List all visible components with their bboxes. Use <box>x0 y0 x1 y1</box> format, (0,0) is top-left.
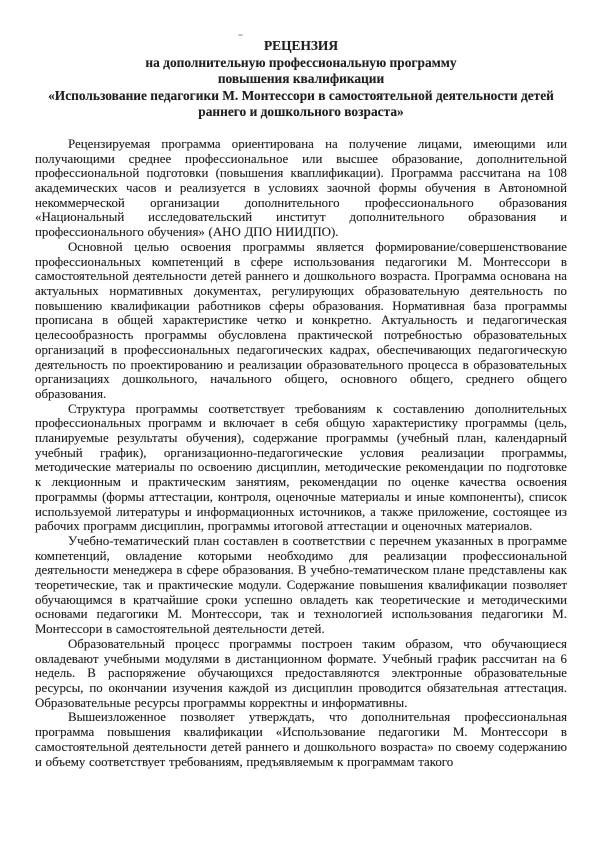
paragraph-program-goal: Основной целью освоения программы является формирование/совершенствование профессиональных компетенций в сфере использования педагогики М. Монтессори в самостоятельной деятельности детей раннего и дошкольного возраста. Программа основана на актуальных нормативных документах, регулирующих образовательную деятельность по повышению квалификации работников сферы образования. Нормативная база программы прописана в общей характеристике четко и конкретно. Актуальность и педагогическая целесообразность программы обусловлена практической потребностью образовательных организаций в профессиональных педагогических кадрах, обеспечивающих педагогическую деятельность по проектированию и реализации образовательного процесса в образовательных организациях дошкольного, начального общего, основного общего, среднего общего образования. <box>35 239 567 401</box>
scan-artifact <box>238 34 243 36</box>
paragraph-program-structure: Структура программы соответствует требованиям к составлению дополнительных профессиональных программ и включает в себя общую характеристику программы (цель, планируемые результаты обучения), содержание программы (учебный план, календарный учебный график), организационно-педагогические условия реализации программы, методические материалы по освоению дисциплин, методические рекомендации по подготовке к лекционным и практическим занятиям, рекомендации по оценке качества освоения программы (формы аттестации, контроля, оценочные материалы и иные компоненты), список используемой литературы и информационных источников, а также приложение, состоящее из рабочих программ дисциплин, программы итоговой аттестации и оценочных материалов. <box>35 401 567 534</box>
paragraph-conclusion: Вышеизложенное позволяет утверждать, что дополнительная профессиональная программа повышения квалификации «Использование педагогики М. Монтессори в самостоятельной деятельности детей раннего и дошкольного возраста» по своему содержанию и объему соответствует требованиям, предъявляемым к программам такого <box>35 710 567 769</box>
title-line-program-name-2: раннего и дошкольного возраста» <box>198 104 404 120</box>
title-line-program-name-1: «Использование педагогики М. Монтессори в самостоятельной деятельности детей <box>48 87 554 103</box>
document-title <box>35 38 567 121</box>
title-line-heading: РЕЦЕНЗИЯ <box>263 38 339 53</box>
paragraph-curriculum-plan: Учебно-тематический план составлен в соответствии с перечнем указанных в программе компетенций, овладение которыми необходимо для реализации профессиональной деятельности менеджера в сфере образования. В учебно-тематическом плане представлены как теоретические, так и практические модули. Содержание повышения квалификации позволяет обучающимся в кратчайшие сроки успешно овладеть как теоретические и методическими основами педагогики М. Монтессори, так и технологией использования педагогики М. Монтессори в самостоятельной деятельности детей. <box>35 533 567 637</box>
paragraph-program-overview: Рецензируемая программа ориентирована на получение лицами, имеющими или получающими среднее профессиональное или высшее образование, дополнительной профессиональной подготовки (повышения кваплификации). Программа рассчитана на 108 академических часов и реализуется в условиях заочной формы обучения в Автономной некоммерческой организации дополнительного профессионального образования «Национальный исследовательский институт дополнительного образования и профессионального обучения» (АНО ДПО НИИДПО). <box>35 136 567 240</box>
title-line-subtitle-1: на дополнительную профессиональную программу <box>145 54 457 70</box>
title-line-subtitle-2: повышения квалификации <box>217 71 385 87</box>
paragraph-educational-process: Образовательный процесс программы построен таким образом, что обучающиеся овладевают учебными модулями в дистанционном формате. Учебный график рассчитан на 6 недель. В распоряжение обучающихся предоставляются электронные образовательные ресурсы, по окончании изучения каждой из дисциплин проводится обязательная аттестация. Образовательные ресурсы программы корректны и информативны. <box>35 636 567 710</box>
document-body <box>35 137 567 769</box>
